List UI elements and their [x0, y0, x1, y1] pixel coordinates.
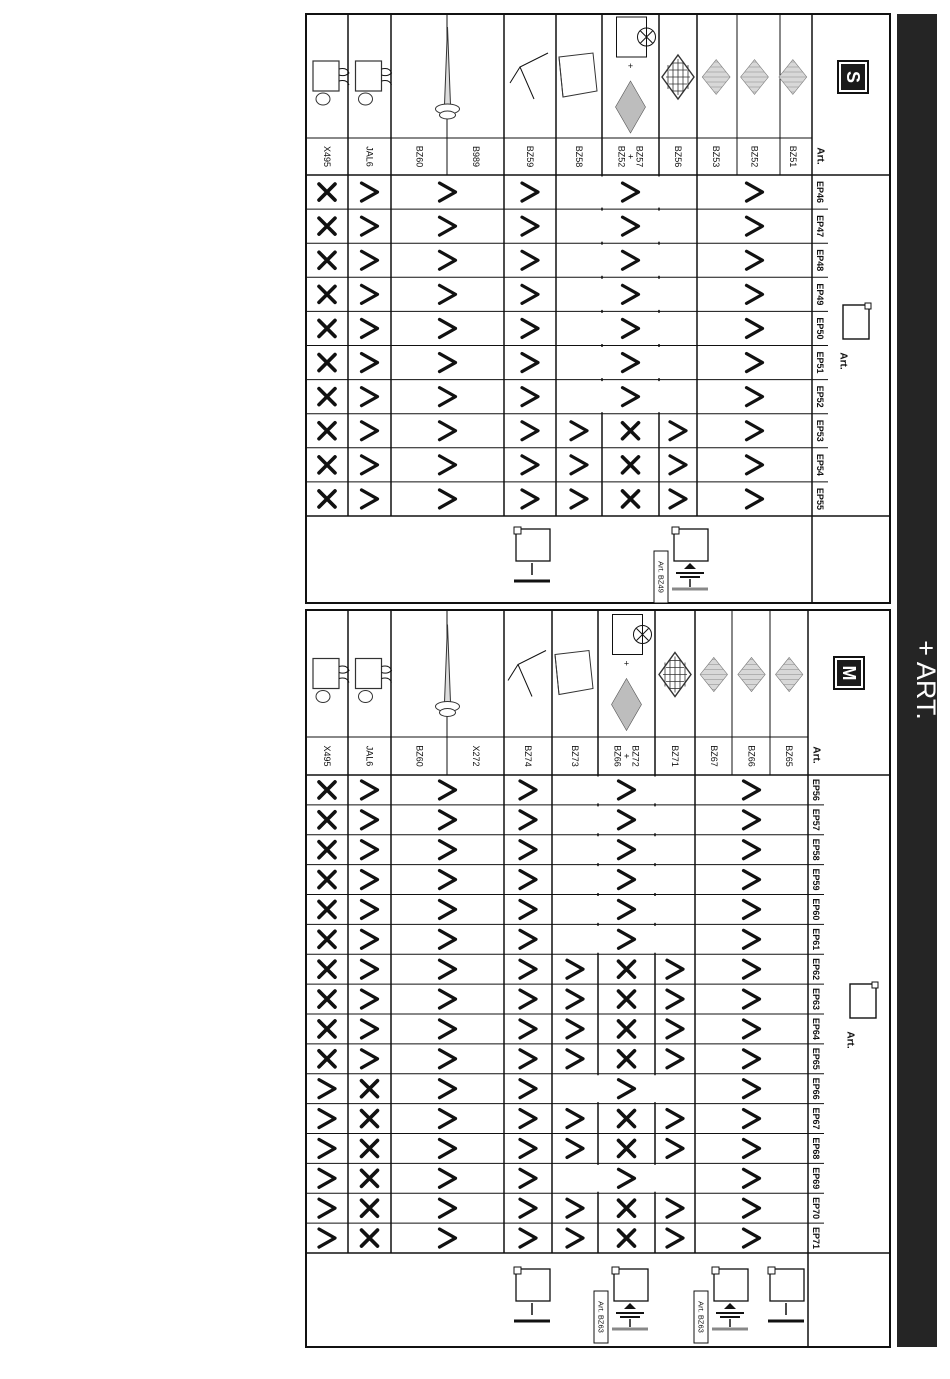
baffle-icon	[555, 651, 593, 695]
table-row	[510, 53, 548, 508]
model-column-header: EP55	[815, 487, 825, 510]
compatible-check-icon	[744, 990, 760, 1008]
accessory-code: BZ74	[523, 745, 533, 767]
compatible-check-icon	[667, 1050, 683, 1068]
accessory-code: BZ60	[414, 745, 425, 767]
compatible-check-icon	[440, 251, 456, 269]
model-column-header: EP66	[811, 1077, 821, 1100]
model-column-header: EP64	[811, 1017, 821, 1040]
compatible-check-icon	[567, 990, 583, 1008]
compatible-check-icon	[747, 285, 763, 303]
compatible-check-icon	[440, 990, 456, 1008]
compatible-check-icon	[619, 1080, 635, 1098]
compatible-check-icon	[520, 1169, 536, 1187]
accessory-code: JAL6	[364, 146, 375, 167]
compatible-check-icon	[747, 354, 763, 372]
incompatible-cross-icon	[619, 1111, 635, 1127]
compatible-check-icon	[362, 871, 378, 889]
compatible-check-icon	[619, 1169, 635, 1187]
compatible-check-icon	[522, 354, 538, 372]
incompatible-cross-icon	[362, 1081, 378, 1097]
model-column-header: EP49	[815, 283, 825, 306]
compatible-check-icon	[623, 251, 639, 269]
mounting-diagram-icon	[768, 1267, 804, 1321]
compatible-check-icon	[520, 1229, 536, 1247]
compatible-check-icon	[440, 1050, 456, 1068]
mounting-diagram-icon	[514, 527, 550, 581]
compatible-check-icon	[667, 1110, 683, 1128]
title-bar	[897, 14, 941, 1347]
compatible-check-icon	[362, 811, 378, 829]
accessory-code: BZ72	[630, 745, 641, 767]
model-column-header: EP58	[811, 838, 821, 861]
compatible-check-icon	[744, 1050, 760, 1068]
model-column-header: EP62	[811, 958, 821, 981]
accessory-code: BZ52	[616, 145, 627, 168]
model-column-header: EP71	[811, 1227, 821, 1250]
incompatible-cross-icon	[319, 286, 335, 302]
compatible-check-icon	[520, 960, 536, 978]
ground-spike-icon	[436, 27, 460, 119]
compatible-check-icon	[362, 388, 378, 406]
compatible-check-icon	[744, 930, 760, 948]
table-row	[559, 53, 597, 508]
compatible-check-icon	[744, 1110, 760, 1128]
compatible-check-icon	[362, 990, 378, 1008]
model-heading: Art.	[844, 1031, 856, 1049]
accessory-code: JAL6	[364, 745, 375, 767]
incompatible-cross-icon	[623, 423, 639, 439]
model-column-header: EP59	[811, 868, 821, 891]
compatible-check-icon	[522, 183, 538, 201]
compatible-check-icon	[319, 1110, 335, 1128]
mounting-diagram-icon	[654, 527, 708, 603]
filter-pad-icon	[702, 60, 730, 95]
install-note: Art. BZ49	[656, 561, 666, 593]
hood-cover-icon	[508, 651, 546, 697]
compatible-check-icon	[744, 1229, 760, 1247]
table-row	[700, 610, 803, 1247]
compatible-check-icon	[520, 1139, 536, 1157]
compatible-check-icon	[362, 1050, 378, 1068]
compatible-check-icon	[440, 1020, 456, 1038]
compatible-check-icon	[623, 388, 639, 406]
incompatible-cross-icon	[319, 991, 335, 1007]
compatible-check-icon	[440, 319, 456, 337]
transformer-icon	[313, 61, 349, 105]
incompatible-cross-icon	[362, 1230, 378, 1246]
accessory-code: BZ58	[574, 145, 584, 168]
compatible-check-icon	[747, 319, 763, 337]
compatible-check-icon	[440, 811, 456, 829]
compatible-check-icon	[744, 960, 760, 978]
model-column-header: EP56	[811, 778, 821, 801]
table-row	[414, 610, 481, 1247]
accessory-code: +	[621, 753, 632, 759]
compatible-check-icon	[670, 422, 686, 440]
compatible-check-icon	[567, 1139, 583, 1157]
accessory-code: +	[625, 153, 636, 160]
model-column-header: EP50	[815, 317, 825, 340]
compatible-check-icon	[747, 456, 763, 474]
compatible-check-icon	[567, 1229, 583, 1247]
compatible-check-icon	[440, 183, 456, 201]
compatible-check-icon	[747, 388, 763, 406]
model-column-header: EP61	[811, 928, 821, 951]
table-row	[508, 651, 546, 1248]
compatible-check-icon	[440, 354, 456, 372]
accessory-code: X495	[322, 745, 332, 767]
incompatible-cross-icon	[619, 1021, 635, 1037]
compatible-check-icon	[744, 811, 760, 829]
table-row	[702, 14, 807, 508]
accessory-code: BZ65	[784, 745, 795, 767]
compatible-check-icon	[747, 251, 763, 269]
mounting-diagram-icon	[694, 1267, 748, 1343]
compatible-check-icon	[571, 456, 587, 474]
filter-pad-icon	[738, 657, 765, 691]
incompatible-cross-icon	[362, 1111, 378, 1127]
model-column-header: EP69	[811, 1167, 821, 1190]
incompatible-cross-icon	[319, 901, 335, 917]
svg-text:+: +	[623, 658, 630, 669]
compatible-check-icon	[319, 1080, 335, 1098]
compatible-check-icon	[744, 900, 760, 918]
compatible-check-icon	[362, 251, 378, 269]
compatible-check-icon	[522, 456, 538, 474]
compatible-check-icon	[319, 1169, 335, 1187]
compatible-check-icon	[747, 183, 763, 201]
compatible-check-icon	[440, 1139, 456, 1157]
filter-pad-icon	[775, 657, 802, 691]
compatible-check-icon	[744, 1169, 760, 1187]
model-column-header: EP65	[811, 1047, 821, 1070]
accessory-code: BZ59	[525, 145, 535, 168]
model-column-header: EP52	[815, 385, 825, 408]
compatible-check-icon	[440, 1110, 456, 1128]
model-column-header: EP54	[815, 453, 825, 476]
compatible-check-icon	[619, 900, 635, 918]
install-note: Art. BZ63	[596, 1301, 606, 1333]
mounting-diagram-icon	[594, 1267, 648, 1343]
compatible-check-icon	[520, 930, 536, 948]
compatible-check-icon	[362, 930, 378, 948]
accessory-code: BZ71	[670, 745, 680, 767]
accessory-code: X495	[322, 145, 332, 168]
incompatible-cross-icon	[319, 184, 335, 200]
compatible-check-icon	[744, 781, 760, 799]
compatible-check-icon	[362, 490, 378, 508]
accessory-code: BZ51	[787, 145, 798, 168]
compatible-check-icon	[520, 871, 536, 889]
compatible-check-icon	[362, 422, 378, 440]
table-row	[662, 55, 694, 508]
incompatible-cross-icon	[319, 961, 335, 977]
compatible-check-icon	[567, 960, 583, 978]
compatible-check-icon	[520, 781, 536, 799]
mounting-diagram-icon	[514, 1267, 550, 1321]
compatible-check-icon	[670, 456, 686, 474]
compatible-check-icon	[747, 490, 763, 508]
art-column-heading: Art.	[814, 147, 826, 165]
compatible-check-icon	[440, 930, 456, 948]
install-note: Art. BZ63	[696, 1301, 706, 1333]
model-column-header: EP60	[811, 898, 821, 921]
compatible-check-icon	[440, 285, 456, 303]
compatible-check-icon	[619, 930, 635, 948]
compatible-check-icon	[567, 1020, 583, 1038]
compatible-check-icon	[319, 1229, 335, 1247]
accessory-code: BZ56	[673, 145, 683, 168]
incompatible-cross-icon	[319, 842, 335, 858]
table-row	[313, 659, 349, 1248]
compatible-check-icon	[440, 841, 456, 859]
compatible-check-icon	[744, 1139, 760, 1157]
incompatible-cross-icon	[619, 1200, 635, 1216]
model-column-header: EP68	[811, 1137, 821, 1160]
table-row	[356, 659, 392, 1247]
incompatible-cross-icon	[319, 1051, 335, 1067]
compatible-check-icon	[362, 319, 378, 337]
compatible-check-icon	[667, 990, 683, 1008]
fan-kit-icon	[612, 615, 652, 731]
incompatible-cross-icon	[362, 1140, 378, 1156]
accessory-code: BZ53	[711, 145, 722, 168]
filter-pad-icon	[741, 60, 769, 95]
accessory-code: BZ60	[414, 145, 425, 168]
compatible-check-icon	[619, 871, 635, 889]
compatible-check-icon	[619, 841, 635, 859]
table-row	[414, 14, 481, 508]
incompatible-cross-icon	[362, 1170, 378, 1186]
compatible-check-icon	[744, 1080, 760, 1098]
compatible-check-icon	[567, 1110, 583, 1128]
incompatible-cross-icon	[319, 355, 335, 371]
compatible-check-icon	[440, 960, 456, 978]
compatible-check-icon	[744, 871, 760, 889]
model-column-header: EP67	[811, 1107, 821, 1130]
table-row	[612, 615, 652, 1247]
model-heading: Art.	[837, 352, 849, 370]
compatible-check-icon	[744, 841, 760, 859]
art-column-heading: Art.	[810, 746, 822, 764]
incompatible-cross-icon	[619, 1230, 635, 1246]
accessory-code: BZ73	[570, 745, 580, 767]
compatible-check-icon	[520, 811, 536, 829]
incompatible-cross-icon	[319, 782, 335, 798]
model-column-header: EP63	[811, 988, 821, 1011]
table-row	[555, 651, 593, 1248]
compatible-check-icon	[623, 285, 639, 303]
hood-cover-icon	[510, 53, 548, 99]
compatible-check-icon	[440, 781, 456, 799]
compatible-check-icon	[319, 1139, 335, 1157]
model-column-header: EP57	[811, 808, 821, 831]
compatible-check-icon	[522, 217, 538, 235]
incompatible-cross-icon	[619, 1140, 635, 1156]
size-badge-label: M	[839, 665, 859, 681]
compatible-check-icon	[522, 319, 538, 337]
accessory-code: BZ66	[746, 745, 757, 767]
compatible-check-icon	[362, 217, 378, 235]
svg-text:+: +	[627, 61, 634, 71]
compatible-check-icon	[619, 781, 635, 799]
compatible-check-icon	[362, 285, 378, 303]
filter-pad-icon	[700, 657, 727, 691]
compatible-check-icon	[623, 217, 639, 235]
incompatible-cross-icon	[619, 991, 635, 1007]
compatible-check-icon	[667, 1139, 683, 1157]
incompatible-cross-icon	[319, 1021, 335, 1037]
compatible-check-icon	[362, 456, 378, 474]
compatible-check-icon	[667, 1229, 683, 1247]
size-badge	[834, 657, 864, 689]
compatible-check-icon	[440, 456, 456, 474]
incompatible-cross-icon	[319, 457, 335, 473]
incompatible-cross-icon	[319, 872, 335, 888]
compatible-check-icon	[520, 841, 536, 859]
compatible-check-icon	[567, 1199, 583, 1217]
compatible-check-icon	[747, 422, 763, 440]
incompatible-cross-icon	[319, 812, 335, 828]
compatible-check-icon	[520, 1020, 536, 1038]
accessory-code: B989	[470, 145, 481, 168]
compatible-check-icon	[571, 490, 587, 508]
table-row	[659, 653, 691, 1248]
compatible-check-icon	[520, 990, 536, 1008]
enclosure-icon	[850, 982, 878, 1018]
compatible-check-icon	[440, 1080, 456, 1098]
incompatible-cross-icon	[319, 491, 335, 507]
compatible-check-icon	[522, 285, 538, 303]
grid-frame-icon	[662, 55, 694, 99]
compatible-check-icon	[522, 422, 538, 440]
model-column-header: EP51	[815, 351, 825, 374]
compatible-check-icon	[440, 422, 456, 440]
incompatible-cross-icon	[362, 1200, 378, 1216]
transformer-icon	[356, 659, 392, 703]
accessory-code: X272	[470, 745, 481, 767]
compatible-check-icon	[440, 490, 456, 508]
table-frame	[306, 14, 890, 603]
compatible-check-icon	[362, 781, 378, 799]
incompatible-cross-icon	[319, 252, 335, 268]
compatible-check-icon	[319, 1199, 335, 1217]
model-column-header: EP70	[811, 1197, 821, 1220]
incompatible-cross-icon	[623, 491, 639, 507]
incompatible-cross-icon	[319, 389, 335, 405]
compatible-check-icon	[362, 841, 378, 859]
page-title: + ART.	[911, 640, 941, 720]
compatible-check-icon	[440, 1169, 456, 1187]
table-row	[313, 61, 349, 507]
grid-frame-icon	[659, 653, 691, 697]
compatible-check-icon	[623, 319, 639, 337]
accessory-code: BZ66	[612, 745, 623, 767]
compatible-check-icon	[567, 1050, 583, 1068]
incompatible-cross-icon	[619, 1051, 635, 1067]
accessory-code: BZ52	[749, 145, 760, 168]
compatibility-table-m	[306, 610, 890, 1347]
enclosure-icon	[843, 303, 871, 339]
incompatible-cross-icon	[319, 320, 335, 336]
compatible-check-icon	[520, 1110, 536, 1128]
model-column-header: EP47	[815, 215, 825, 238]
size-badge-label: S	[843, 70, 863, 84]
incompatible-cross-icon	[623, 457, 639, 473]
compatible-check-icon	[744, 1020, 760, 1038]
compatible-check-icon	[520, 1199, 536, 1217]
fan-kit-icon	[616, 17, 656, 133]
compatible-check-icon	[440, 1229, 456, 1247]
compatible-check-icon	[667, 960, 683, 978]
compatible-check-icon	[362, 900, 378, 918]
compatible-check-icon	[670, 490, 686, 508]
accessory-code: BZ57	[634, 145, 645, 168]
size-badge	[838, 61, 868, 93]
compatible-check-icon	[747, 217, 763, 235]
compatible-check-icon	[520, 1050, 536, 1068]
compatible-check-icon	[362, 183, 378, 201]
incompatible-cross-icon	[319, 931, 335, 947]
compatible-check-icon	[571, 422, 587, 440]
compatible-check-icon	[623, 183, 639, 201]
compatible-check-icon	[667, 1199, 683, 1217]
compatible-check-icon	[744, 1199, 760, 1217]
incompatible-cross-icon	[319, 423, 335, 439]
compatible-check-icon	[440, 900, 456, 918]
incompatible-cross-icon	[619, 961, 635, 977]
compatible-check-icon	[440, 1199, 456, 1217]
transformer-icon	[313, 659, 349, 703]
ground-spike-icon	[436, 625, 460, 717]
table-row	[616, 17, 656, 507]
filter-pad-icon	[779, 60, 807, 95]
compatible-check-icon	[520, 1080, 536, 1098]
compatible-check-icon	[619, 811, 635, 829]
compatible-check-icon	[362, 1020, 378, 1038]
compatible-check-icon	[520, 900, 536, 918]
compatible-check-icon	[440, 871, 456, 889]
compatible-check-icon	[522, 251, 538, 269]
compatible-check-icon	[440, 217, 456, 235]
compatibility-table-s	[306, 14, 890, 603]
compatible-check-icon	[522, 388, 538, 406]
compatible-check-icon	[667, 1020, 683, 1038]
model-column-header: EP53	[815, 419, 825, 442]
compatible-check-icon	[623, 354, 639, 372]
compatible-check-icon	[362, 960, 378, 978]
table-row	[356, 61, 392, 508]
model-column-header: EP46	[815, 181, 825, 204]
accessory-code: BZ67	[708, 745, 719, 767]
model-column-header: EP48	[815, 249, 825, 272]
compatible-check-icon	[440, 388, 456, 406]
transformer-icon	[356, 61, 392, 105]
incompatible-cross-icon	[319, 218, 335, 234]
compatible-check-icon	[522, 490, 538, 508]
baffle-icon	[559, 53, 597, 97]
compatible-check-icon	[362, 354, 378, 372]
